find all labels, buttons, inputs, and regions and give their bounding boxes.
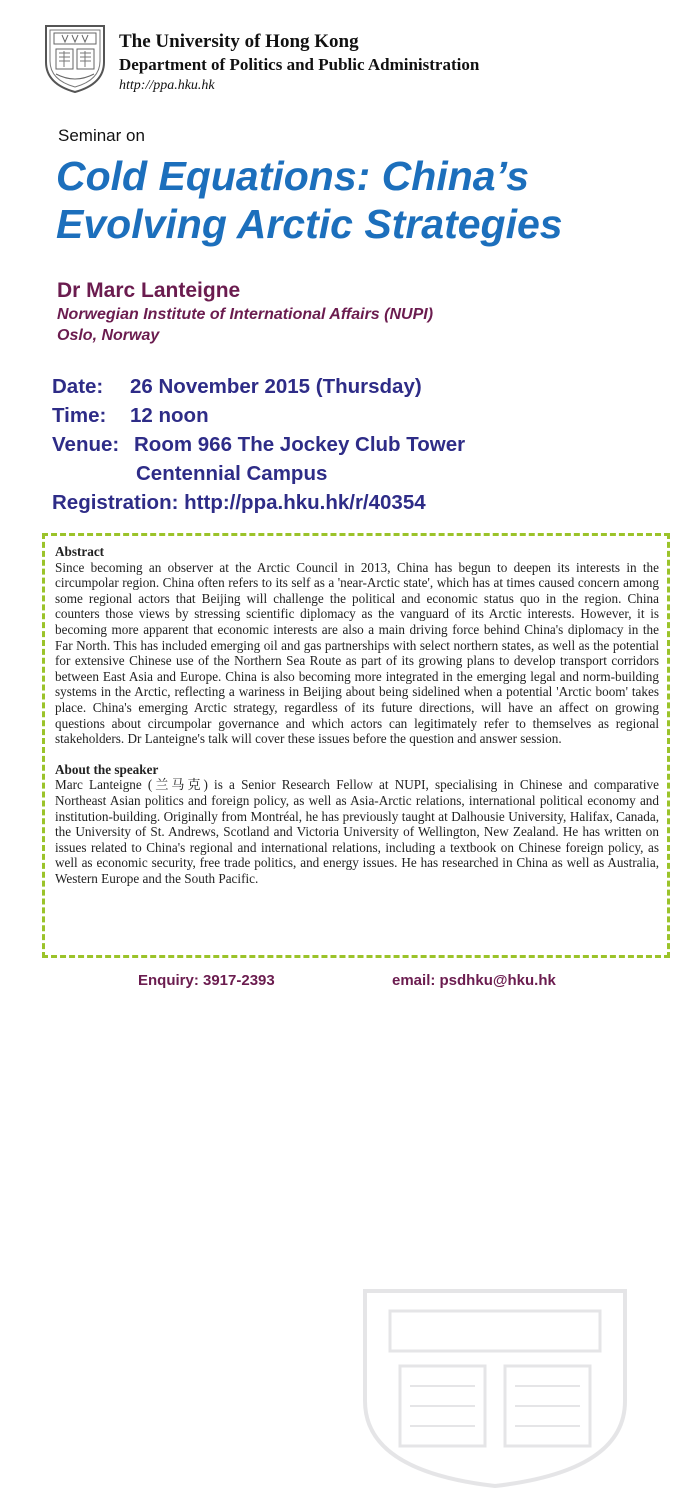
date-value: 26 November 2015 (Thursday) <box>130 375 422 398</box>
event-details <box>52 372 465 517</box>
seminar-title <box>56 152 686 248</box>
title-line-1: Cold Equations: China’s <box>56 153 530 199</box>
venue-label: Venue: <box>52 433 120 456</box>
venue-value-line-1: Room 966 The Jockey Club Tower <box>134 433 466 456</box>
speaker-info <box>57 278 433 346</box>
venue-value-line-2: Centennial Campus <box>136 462 328 485</box>
date-row <box>52 372 465 401</box>
header <box>119 30 479 95</box>
time-label: Time: <box>52 404 107 427</box>
department-name: Department of Politics and Public Administration <box>119 55 480 74</box>
crest-watermark-icon <box>345 1281 645 1491</box>
venue-row <box>52 430 465 459</box>
enquiry-phone: Enquiry: 3917-2393 <box>138 972 275 989</box>
venue-row-2 <box>52 459 465 488</box>
abstract-heading: Abstract <box>55 544 105 559</box>
about-speaker-heading: About the speaker <box>55 761 159 777</box>
speaker-affiliation: Norwegian Institute of International Affairs (NUPI) <box>57 306 434 323</box>
enquiry-email[interactable]: email: psdhku@hku.hk <box>392 972 556 989</box>
title-line-2: Evolving Arctic Strategies <box>56 201 563 247</box>
registration-row <box>52 488 465 517</box>
about-speaker-text: Marc Lanteigne (兰马克) is a Senior Research Fellow at NUPI, specialising in Chinese and comparative Northeast Asian politics and foreign policy, as well as Asia-Arctic relations, international political economy and institution-building. Originally from Montréal, he has previously taught at Dalhousie University, Halifax, Canada, the University of St. Andrews, Scotland and Victoria University of Wellington, New Zealand. He has written on issues related to China's regional and international relations, including a textbook on Chinese foreign policy, as well as economic security, free trade politics, and energy issues. He has researched in China as well as Australia, Western Europe and the South Pacific. <box>55 777 659 886</box>
abstract-text: Since becoming an observer at the Arctic Council in 2013, China has begun to deepen its interests in the circumpolar region. China often refers to its self as a 'near-Arctic state', which has at times caused concern among some regional actors that Beijing will challenge the political and economic status quo in the region. China counters those views by stressing scientific diplomacy as the vanguard of its Arctic interests. However, it is becoming more apparent that economic interests are also a main driving force behind China's diplomacy in the Far North. This has included emerging oil and gas partnerships with select northern states, as well as the potential for extensive Chinese use of the Northern Sea Route as part of its growing plans to develop transport corridors between East Asia and Europe. China is also becoming more integrated in the emerging legal and norm-building systems in the Arctic, reflecting a wariness in Beijing about being sidelined when a potential 'Arctic boom' takes place. China's emerging Arctic strategy, regardless of its future directions, will have an affect on growing questions about circumpolar governance and which actors can legitimately refer to themselves as regional stakeholders. Dr Lanteigne's talk will cover these issues before the question and answer session. <box>55 559 659 747</box>
speaker-location: Oslo, Norway <box>57 327 160 344</box>
time-value: 12 noon <box>130 404 209 427</box>
registration-label: Registration: <box>52 491 179 514</box>
hku-crest-logo <box>42 22 108 96</box>
time-row <box>52 401 465 430</box>
abstract-content <box>55 544 659 886</box>
speaker-name: Dr Marc Lanteigne <box>57 279 241 302</box>
abstract-box <box>42 533 670 958</box>
department-url[interactable]: http://ppa.hku.hk <box>119 78 215 93</box>
university-name: The University of Hong Kong <box>119 31 359 52</box>
date-label: Date: <box>52 375 104 398</box>
registration-link[interactable]: http://ppa.hku.hk/r/40354 <box>184 491 426 514</box>
seminar-label: Seminar on <box>58 126 145 145</box>
